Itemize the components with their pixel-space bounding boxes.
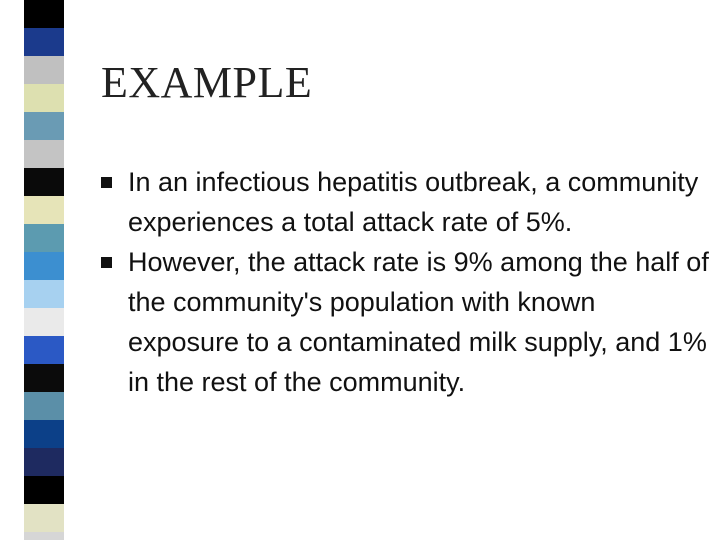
stripe-block (24, 252, 64, 280)
bullet-item (100, 242, 710, 402)
stripe-block (24, 420, 64, 448)
decorative-stripe (0, 0, 64, 540)
stripe-block (24, 336, 64, 364)
stripe-block (24, 224, 64, 252)
bullet-text: In an infectious hepatitis outbreak, a community experiences a total attack rate of 5%. (128, 167, 699, 237)
stripe-block (24, 532, 64, 540)
bullet-square-icon (101, 177, 112, 188)
stripe-block (24, 112, 64, 140)
stripe-block (24, 140, 64, 168)
bullet-item (100, 162, 710, 242)
stripe-block (24, 56, 64, 84)
stripe-block (24, 364, 64, 392)
stripe-block (24, 84, 64, 112)
stripe-block (24, 168, 64, 196)
slide-title: EXAMPLE (101, 58, 313, 107)
stripe-block (24, 476, 64, 504)
stripe-block (24, 504, 64, 532)
stripe-block (24, 280, 64, 308)
stripe-block (24, 196, 64, 224)
bullet-square-icon (101, 257, 112, 268)
stripe-block (24, 28, 64, 56)
stripe-block (24, 0, 64, 28)
stripe-block (24, 448, 64, 476)
stripe-block (24, 308, 64, 336)
stripe-block (24, 392, 64, 420)
bullet-list (100, 162, 710, 402)
bullet-text: However, the attack rate is 9% among the half of the community's population with known exposure to a contaminated milk supply, and 1% in the rest of the community. (128, 247, 709, 397)
